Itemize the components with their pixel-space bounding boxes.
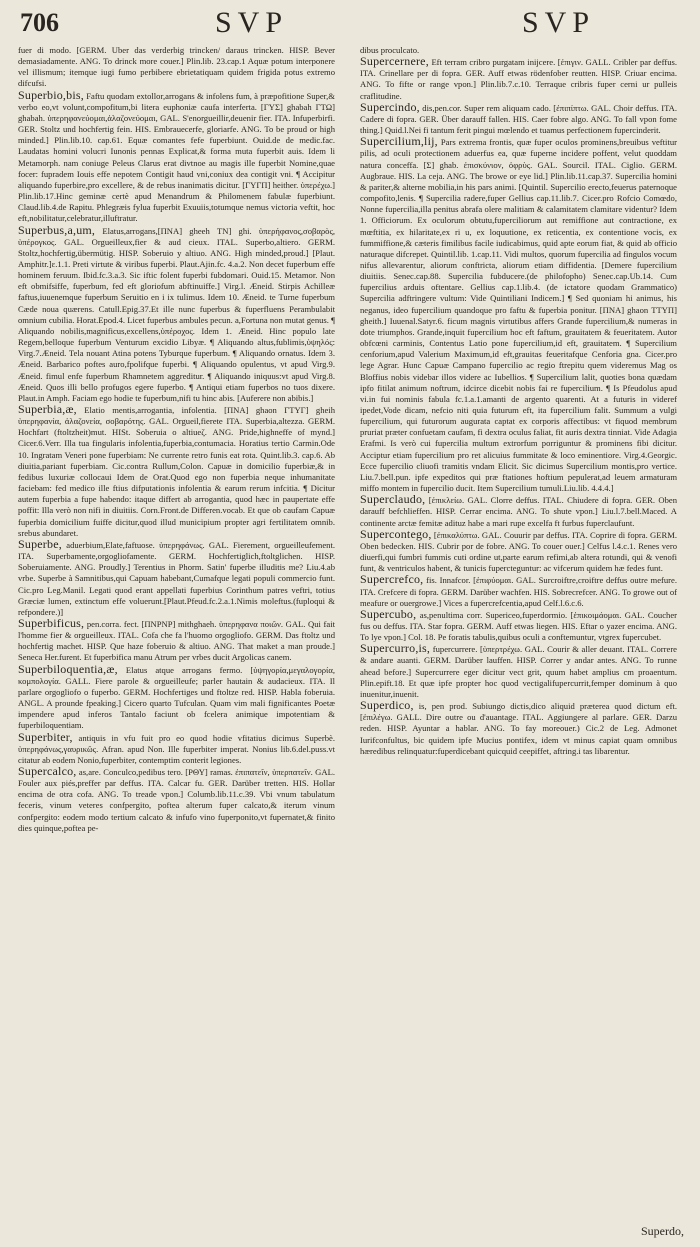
entry-text: [ἐπικαλύπτω. GAL. Couurir par deffus. ITA. Coprire di fopra. GERM. Oben bedecken. HIS. Cubrir por de fobre. ANG. To couer ouer.] Celfus l.4.c.1. Renes vero diuerfi,qui fumbri fummis cuti ordine ut,parte earum refimi,ab altera rotundi, qui & venofi funt, & ventriculos habent, & tunicis fupercteguntur: ac vifcerum quidem hæ fedes funt. — [360, 529, 677, 574]
dictionary-entry — [18, 536, 335, 618]
entry-text: dis,pen.cor. Super rem aliquam cado. [ἐπιπίπτω. GAL. Choir deffus. ITA. Cadere di fopra. GER. Über darauff fallen. HIS. Caer fobre algo. ANG. To fall vpon fome thing.] Quid.l.Nei fi tantum ferit pingui mœlendo et tuamus perfectionem fupercinderit. — [360, 102, 677, 136]
entry-headword: Supercubo, — [360, 606, 417, 621]
entry-text: Faftu quodam extollor,arrogans & infolens fum, à præpofitione Super,& verbo eo,vt volunt,compofitum,bi litera euphoniæ caufa interferta. [ΓΥΣ] ghabah ΓΤΩ] ghabah. ὑπερηφανεύομαι,ἀλαζονεύομαι, GAL. S'enorgueillir,deuenir fier. ITA. Infuperbirfi. GER. Stoltz und hochfertig fein. HIS. Embrauecerfe, gloriarfe. ANG. To be proud or high minded.] Plin.lib.10. cap.61. Equæ comantes fefe fuperbiunt. Ouid.de de medic.fac. Laudatas homini volucri Iunonis pennas Explicat,& forma muta fuperbit auis. Idem li Metamorph. nam coniuge Peleus Clarus erat divtnoe au magis ille fuperbit Nomine,quae focer: fupradem Iouis effe nepotem Contigit haud vni,coniux dea contigit vni. ¶ Accipitur aliquando fuperbire,pro excellere, & de rebus inanimatis dicitur. [ΓΥΓΠ] heither. ὑπερέχω.] Plin.lib.17.Hinc geminæ certè apud Menandrum & Philomenem fabulæ fuperbiunt. Claud.lib.4.de Rapitu. Phlegræis fylua fuperbit Exuuiis,totumque nemus victoria veftit, hoc eft,nobilitatur,celebratur,illuftratur. — [18, 90, 335, 224]
dictionary-entry — [360, 56, 677, 102]
entry-headword: Superbe, — [18, 536, 62, 551]
entry-text: Eft terram cribro purgatam inijcere. [ἐπιγιν. GALL. Cribler par deffus. ITA. Crinellare per di fopra. GER. Auff etwas rödenfober reutten. HISP. Criuar encima. ANG. To fifte or range vpon.] Plin.lib.7.c.10. Terraque cribris fuper cerni ur pulleis craflitudine. — [360, 57, 677, 101]
dictionary-entry — [18, 615, 335, 664]
dictionary-entry — [360, 606, 677, 643]
dictionary-entry — [360, 136, 677, 494]
entry-headword: Supercrefco, — [360, 572, 424, 587]
entry-text: Elatus,arrogans,[ΠΝΑ] gheeh ΤΝ] ghi. ὑπερήφανος,σοβαρὸς, ὑπέρογκος. GAL. Orgueilleux,fier & aud cieux. ITAL. Superbo,altiero. GERM. Stoltz,hochfertig,übermütig. HISP. Soberuio y altiuo. ANG. High minded,proud.] [Plaut. Amphitr.]ε.1.1. Preti virtute & viribus fuperbi. Plaut.Ajin.fc. 4.a.2. Non decet fuperbum effe hominem feruum. Ibid.fc.3.a.3. Sic iftic folent fuperbi fubdomari. Ouid.15. Metamor. Non eft obmifsiffe, fuperbum, fed eft gloriofum abftinuiffe.] Virg.l. Æneid. Stirpis Achilleæ faftus,iuuenemque fuperbum Seruitio en i ix tulimus. Idem 10. Æneid. te Turne fuperbum Cæde noua quærens. Catull.Epig.37.Et ille nunc fuperbus & fuperfluens Perambulabit omnium cubilia. Horat.Epod.4. Licet fuperbus ambules pecun. a,Fortuna non mutat genus. ¶ Aliquando nobilis,magnificus,excellens,ὑπέροχος. Idem 1. Æneid. Hinc populo late Regem,belloque fuperbum Venturum excidio Libyæ. ¶ Aliquando altus,fublimis,ὑψηλός: Virg.7.Æneid. Tela nouant Atina potens Tyburque fuperbum. ¶ Aliquando ornatus. Idem 3. Æneid. Barbarico poftes auro,fpolifque fuperbi. ¶ Aliquando opulentus, vt apud Virg.9. Æneid. fimul enfe fuperbum Rhamnetem aggreditur. ¶ Aliquando iniquus:vt apud Virg.8. Æneid. Quos illi bello profugos egere fuperbo. ¶ Antiqui etiam fuperbos no tuos dixere. Plaut.in Amph. Faciam ego hodie te fuperbum,nifi tu hinc abis. [Auferere non abibis.] — [18, 225, 335, 403]
dictionary-entry — [360, 526, 677, 575]
dictionary-entry — [360, 574, 677, 608]
dictionary-entry — [360, 494, 677, 528]
entry-text: Pars extrema frontis, quæ fuper oculos prominens,breuibus veftitur pilis, ad oculi protectionem aduerfus ea, quæ fuperne incidere poffent, velut quoddam natura conceffa. [Σ] ghab. ἐπισκύνιον, ὀφρὺς. GAL. Sourcil. ITAL. Ciglio. GERM. Augbraue. HIS. La ceja. ANG. The browe or eye lid.] Plin.lib.11.cap.37. Supercilia homini & pariter,& alterne mobilia,in his pars animi. [Quintil. Supercilio erecto,feuerus paternoque compofito,lenis. ¶ Supercilia radere,fuper Gellius cap.11.lib.7. Cicer.pro Rofcio Comœdo, Nonne fupercilia,illa penitus abrafa olere malitiam & calamitatem clamitare videntur? Idem 1. Officiorum. Ex oculorum obtutu,fuperciliorum aut remiffione aut contractione, ex mœftitia, ex hilaritate,ex ri u, ex loquutione, ex reticentia, ex contentione vocis, ex fummiffione,& cæteris fimilibus facile iudicabimus, quid apte eorum fiat, & quid ab officio naturaque difcrepet. Quintil.lib. 1.cap.11. Vidi multos, quorum fupercilia ad fingulos vocum nifus allevarentur, aliorum conftricta, aliorum etiam diffidentia. [Demere fupercilium diuitiis. Senec.cap.88. Supercilia fubducere.(de philofopho) Senec.cap.Ub.14. Cum fupercilius arduis oftentare. Gellius cap.1.lib.4. (de ictatore quodam Grammatico) Supercilia adftringere vultum: Vide Quintiliani Indicem.] ¶ Sed quoniam hi animus, his neganus, ideo fupercilium quandoque pro faftu & fuperbia ponitur. [ΠΝΑ] ghaon ΤΤΥΠ] gheith.] Iuuenal.Satyr.6. ficum magnis virtutibus affers Grande fupercilium,& numeras in dote triumphos. Grande,inquit fupercilium hoc eft faftum, grauitatem & feueritatem. Autor obfcœni carminis, Contentus Latio pone fupercilium,id eft, grauitatem. ¶ Supercilium cenforium,apud Valerium Maximum,id eft,grauitas feueritafque Cenforia gna. Cicer.pro lege Agrar. Hunc Capuæ Campano fupercilio ac regio ftrepitu quem videremus Mag os Bloffius nobis videbar illos videre ac Iubellios. ¶ Supercilium lalit, quoties bona quædam ipfo fitilat animum noftrum, idcirce dicebit nobis fai re fupercilium. ¶ Is Pfeudolus apud vi.in fui nominis fabula fc.1.a.1.amanti de argento quarenti. At a futuris in videref ipedet,Vode dicam, nefcio niti quia futurum eft, ita fupercilium falit. Summum a vulgi fupercilium, qui futurorum augurata captat ex corporis affectibus: vt fiquod membrum pruriat præter confuetam caufam, fi dextra oculus faliat, fit auris dextra tinniat. Vide Adagia Erafmi. Is verò cui fupercilia multum extrorfum porriguntur & prominens fibi dicitur. Acciptur etiam fupercilium pro ret alicuius fummitate & loco eminentiore. Virg.4.Georgic. Ecce fupercilio cliuofi tramitis vndam Elicit. Sic dicimus Supercilium montis,pro vertice. Liu.7.bell.pun. ipfe expeditos qui præ ftationes hoftium pepulerat,ad leuem armaturam miffo montem in fupercilio ducit. Item Supercilium tumuli.Liu.lib. 4.4.4.] — [360, 137, 677, 494]
entry-headword: Superbus,a,um, — [18, 222, 96, 237]
dictionary-entry — [18, 404, 335, 539]
entry-text: fuer di modo. [GERM. Uber das verderbig trincken/ daraus trincken. HISP. Bever demasiadamente. ANG. To drinck more couer.] Plin.lib. 23.cap.1 Aquæ potum interponere vel illismum; itemque iugi fumo perbibere ebrietatiquam quidem frigida potus extremo difcufsi. — [18, 45, 335, 89]
dictionary-entry — [18, 222, 335, 405]
page-number: 706 — [20, 8, 59, 37]
entry-text: fis. Innafcor. [ἐπιφύομαι. GAL. Surcroiftre,croiftre deffus outre mefure. ITA. Crefcere di fopra. GERM. Darüber wachfen. HIS. Sobrecrefcer. ANG. To growe out of meafure or ouergrowe.] Vices a fupercrefcentia,apud Celf.l.6.c.6. — [360, 575, 677, 608]
left-column — [18, 44, 335, 1214]
entry-headword: Supercilium,lij, — [360, 134, 438, 149]
catchword: Superdo, — [641, 1224, 684, 1238]
entry-text: is, pen prod. Subiungo dictis,dico aliquid præterea quod dictum eft. [ἐπιλέγω. GALL. Dire outre ou d'auantage. ITAL. Aggiungere al parlare. GER. Darzu reden. HISP. Ayuntar a hablar. ANG. To fay moreouer.) Cic.2 de Leg. Admonet Iurifconfultus, bic quidem ipfe Mucius pontifex, idem vt minus capiat quam omnibus hæredibus relinquatur:fuperdicebant quicquid ceepiffet, aftring.i tas libarentur. — [360, 701, 677, 756]
dictionary-entry — [18, 44, 335, 90]
entry-text: dibus proculcato. — [360, 45, 420, 55]
entry-text: Elatio mentis,arrogantia, infolentia. [ΠΝΑ] ghaon ΓΤΥΓ] gheih ὑπερηφανία, ἀλαζονεία, σοβαρότης. GAL. Orgueil,fierete ITA. Superbia,altezza. GERM. Hochfart (ftoltzheit)mut. HISt. Soberuia o altiueζ. ANG. Pride,highneffe of mynd.] Cicer.6.Verr. Illa tua fingularis infolentia,fuperbia,contumacia. Horatius tertio Carmin.Ode 10. Ingratam Veneri pone fuperbiam: Ne currente retro funis eat rota. Quint.lib.3. cap.6. Ab diuitia,pariant fuperbiam. Cic.contra Rullum,Colon. Capuæ in domicilio fuperbiæ,& in fedibus luxuriæ collocaui Idem de Orat.Quod ego non fuperbia neque inhumanitate faciebam: fed medico ille ftius difputationis infolentia & earum rerum infcitia. ¶ Dicitur autem fuperbia a fupe habendo: itaque differt ab arrogantia, quod hæc in paupertate effe poffit: Illa verò non nifi in diuitiis. Corn.Front.de Differen.vocab. Et que ob caufam Capuæ fuperbia domicilium fuiffe dicitur,quod illud municipium propter agri fertilitatem omnib. srebus abundaret. — [18, 405, 335, 538]
entry-headword: Supercurro,is, — [360, 641, 431, 656]
entry-headword: Superbia,æ, — [18, 402, 77, 416]
right-column — [360, 44, 677, 1214]
entry-text: as,penultima corr. Supericeo,fuperdormio. [ἐπικοιμάομαι. GAL. Coucher fus ou deffus. ITA. Star fopra. GERM. Auff etwas liegen. HIS. Eftar o yazer encima. ANG. To lye vpon.] Col. 18. Pe foratis tabulis,quibus oculi a conftemuntur, vtgrex fupercubet. — [360, 609, 677, 643]
running-head-right: SVP — [522, 6, 596, 39]
entry-headword: Superclaudo, — [360, 492, 426, 507]
entry-headword: Superbiter, — [18, 729, 73, 744]
entry-text: aduerbium,Elate,faftuose. ὑπερηφάνως. GAL. Fierement, orgueilleufement. ITA. Superbamente,orgogliofamente. GERM. Hochfertiglich,ftoltglichen. HISP. Soberuiamente. ANG. Proudly.] Terentius in Phorm. Satin' fuperbe illuditis me? Liu.4.ab vrbe. Superbe à Samnitibus,qui Capuam habebant,Cumafque legati populi commercio funt. Cic.pro Leg.Manil. Legati quod erant appellati fuperbius Corinthum patres veftri, totius Græciæ lumen, extinctum effe voluerunt.[Plaut.Pfeud.fc.2.a.1.Nimis moleftus.(fuploqui & refpondere.)] — [18, 539, 335, 617]
entry-text: fupercurrere. [ὑπερτρέχω. GAL. Courir & aller deuant. ITAL. Correre & andare auanti. GERM. Darüber lauffen. HISP. Correr y andar antes. ANG. To runne ahead before.] Supercurrere eger dicitur vect grit, quum habet amplius cm proaentum. Plin.epift.18. Et quæ ipfe propter hoc quod vectigalifupercurrit,femper dominum à quo inuenitur,inuenit. — [360, 644, 677, 699]
entry-headword: Supercalco, — [18, 764, 77, 778]
entry-text: antiquis in vfu fuit pro eo quod hodie vfitatius dicimus Superbè. ὑπερηφάνως,γαυρικῶς. Afran. apud Non. Ille fuperbiter imperat. Nonius lib.6.del.puss.vt citatur ab eodem Nonio,fuperbiter, contemptim conterit legiones. — [18, 732, 335, 765]
entry-headword: Supercontego, — [360, 526, 432, 541]
dictionary-entry — [18, 766, 335, 834]
entry-headword: Superbiloquentia,æ, — [18, 661, 118, 676]
entry-headword: Supercindo, — [360, 99, 420, 114]
dictionary-entry — [360, 700, 677, 757]
entry-text: [ἐπικλείω. GAL. Clorre deffus. ITAL. Chiudere di fopra. GER. Oben darauff befchlieffen. HISP. Cerrar encima. ANG. To shute vpon.] Liu.l.7.bell.Maced. A continente arctæ femitæ adituz habe a mari rupe excelfa ft furbus fuperclaufunt. — [360, 495, 677, 528]
entry-headword: Supercernere, — [360, 54, 429, 69]
entry-text: as,are. Conculco,pedibus tero. [ΡΘΥ] ramas. ἐπιπατεῖν, ὑπερπατεῖν. GAL. Fouler aux piés,preffer par deffus. ITA. Calcar fu. GER. Darüber tretten. HIS. Hollar encima de otra cofa. ANG. To treade vpon.] Columb.lib.11.c.39. Vbi vnum tabulatum feceris, vinum veteres confpergito, poftea alterum fuper calcato,& iterum vinum confpergito: eodem modo tertium calcato & infufo vino fuperponito,vt fupernatet,& finito dies quinque,poftea pe- — [18, 767, 335, 833]
entry-text: Elatus atque arrogans fermo. [ὑψηγορία,μεγαλογορία, κομπολογία. GALL. Fiere parole & orgueilleufe; parler hautain & audacieux. ITA. Il parlare orgogliofo o fuperbo. GERM. Hochfertiges und ftoltze red. HISP. Habla foberuia. ANGL. A prounde fpeaking.] Cicero quarto Tufculan. Quam vim mali fignificantes Poetæ impendere apud inferos Tantalo faciunt ob fcelera animique impotentiam & fuperbiloquentiam. — [18, 664, 335, 731]
entry-headword: Superbio,bis, — [18, 87, 84, 102]
entry-headword: Superdico, — [360, 698, 414, 713]
entry-headword: Superbificus, — [18, 615, 85, 630]
entry-text: pen.corra. fect. [ΠΝΡΝΡ] mithghaeh. ὑπερηφανα ποιῶν. GAL. Qui fait l'homme fier & orgueilleux. ITAL. Cofa che fa l'huomo orgogliofo. GERM. Das ftoltz und hochfertig machet. HISP. Que haze foberuio & altiuo. ANG. That maket a man proude.] Seneca Her.furent. Et fuperbifica manu Atrum per vrbes ducit Argolicas canem. — [18, 618, 335, 663]
dictionary-entry — [360, 643, 677, 700]
dictionary-entry — [360, 99, 677, 136]
dictionary-entry — [18, 87, 335, 225]
running-head-left: SVP — [215, 6, 289, 39]
dictionary-entry — [18, 729, 335, 766]
dictionary-entry — [18, 661, 335, 732]
